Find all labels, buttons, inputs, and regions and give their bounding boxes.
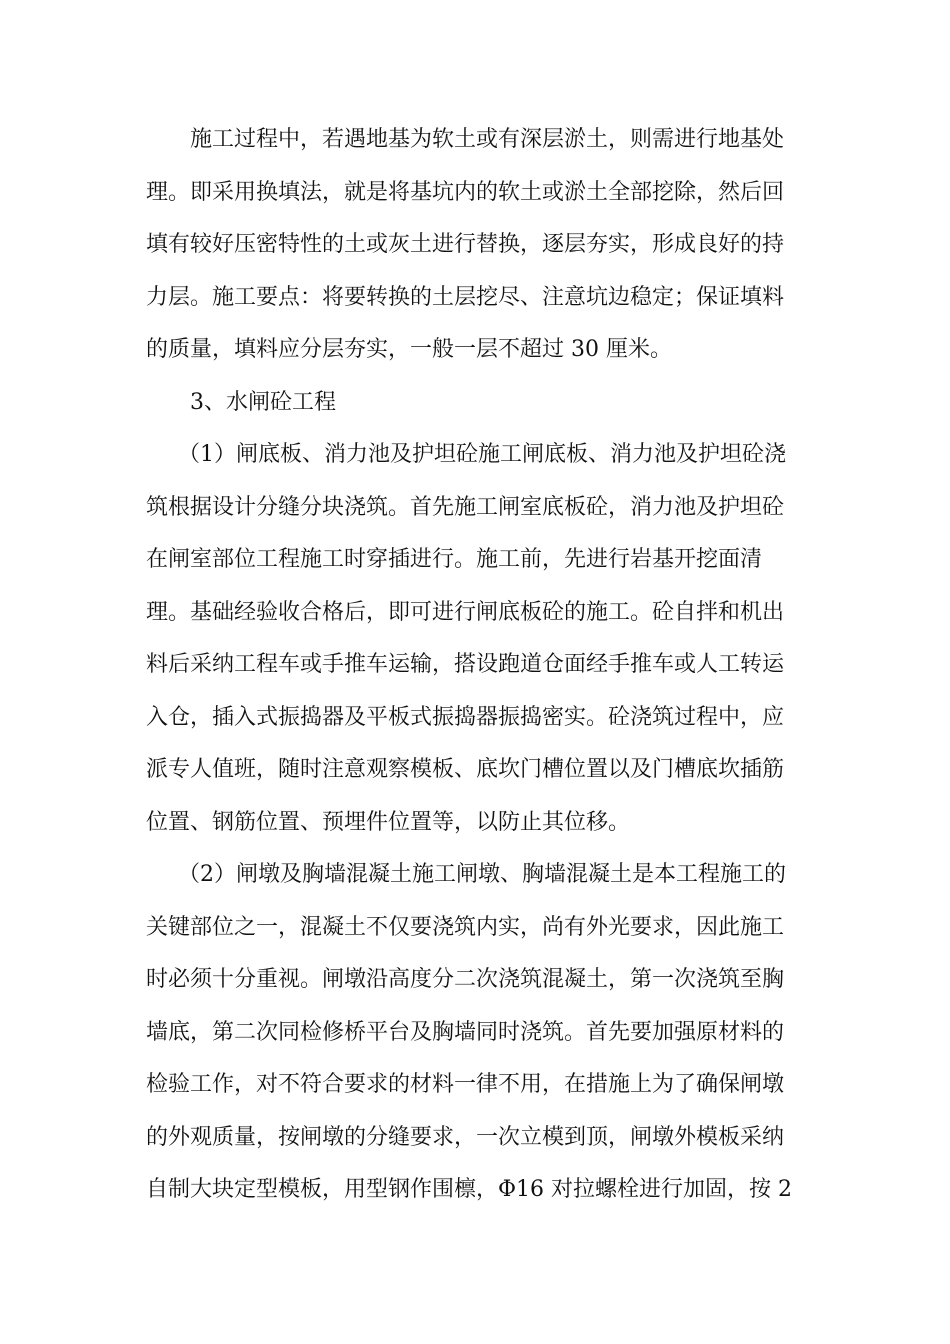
paragraph-line: 的质量，填料应分层夯实，一般一层不超过 30 厘米。 xyxy=(146,337,672,362)
paragraph-line: （1）闸底板、消力池及护坦砼施工闸底板、消力池及护坦砼浇 xyxy=(178,442,786,467)
paragraph-line: 入仓，插入式振捣器及平板式振捣器振捣密实。砼浇筑过程中，应 xyxy=(146,704,785,730)
paragraph-line: （2）闸墩及胸墙混凝土施工闸墩、胸墙混凝土是本工程施工的 xyxy=(178,862,786,887)
paragraph-line: 检验工作，对不符合要求的材料一律不用，在措施上为了确保闸墩 xyxy=(146,1072,785,1097)
paragraph-line: 在闸室部位工程施工时穿插进行。施工前，先进行岩基开挖面清 xyxy=(146,547,763,572)
paragraph-line: 派专人值班，随时注意观察模板、底坎门槽位置以及门槽底坎插筋 xyxy=(146,757,785,782)
paragraph-line: 填有较好压密特性的土或灰土进行替换，逐层夯实，形成良好的持 xyxy=(146,232,785,257)
paragraph-line: 理。即采用换填法，就是将基坑内的软土或淤土全部挖除，然后回 xyxy=(146,179,785,205)
paragraph-line: 时必须十分重视。闸墩沿高度分二次浇筑混凝土，第一次浇筑至胸 xyxy=(146,967,785,992)
paragraph-line: 力层。施工要点：将要转换的土层挖尽、注意坑边稳定；保证填料 xyxy=(146,284,785,310)
paragraph-line: 料后采纳工程车或手推车运输，搭设跑道仓面经手推车或人工转运 xyxy=(146,652,785,677)
paragraph-line: 的外观质量，按闸墩的分缝要求，一次立模到顶，闸墩外模板采纳 xyxy=(146,1124,785,1150)
paragraph-line: 位置、钢筋位置、预埋件位置等，以防止其位移。 xyxy=(146,809,631,835)
paragraph-line: 筑根据设计分缝分块浇筑。首先施工闸室底板砼，消力池及护坦砼 xyxy=(146,494,785,520)
paragraph-line: 理。基础经验收合格后，即可进行闸底板砼的施工。砼自拌和机出 xyxy=(146,599,785,625)
body-text xyxy=(146,114,811,1217)
paragraph-line: 自制大块定型模板，用型钢作围檩，Φ16 对拉螺栓进行加固，按 2 xyxy=(146,1177,793,1202)
paragraph-line: 关键部位之一，混凝土不仅要浇筑内实，尚有外光要求，因此施工 xyxy=(146,914,785,940)
section-heading: 3、水闸砼工程 xyxy=(190,389,336,415)
paragraph-line: 施工过程中，若遇地基为软土或有深层淤土，则需进行地基处 xyxy=(190,127,785,152)
paragraph-line: 墙底，第二次同检修桥平台及胸墙同时浇筑。首先要加强原材料的 xyxy=(146,1019,785,1045)
